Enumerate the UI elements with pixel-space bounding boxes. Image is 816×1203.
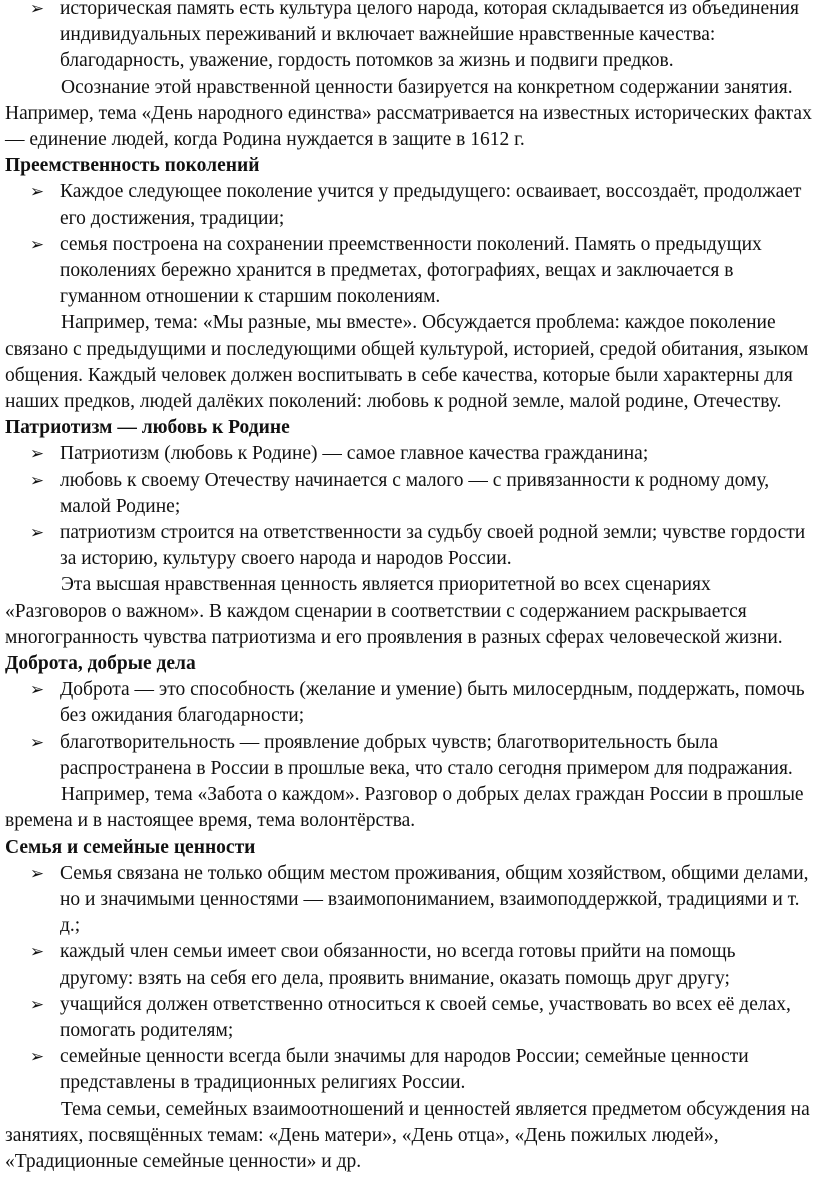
list-item [5, 441, 816, 467]
list-item-text: Патриотизм (любовь к Родине) — самое главное качества гражданина; [60, 443, 649, 465]
arrow-bullet-icon: ➢ [29, 942, 45, 963]
section-heading: Доброта, добрые дела [5, 653, 196, 675]
list-item [5, 939, 816, 991]
list-item [5, 861, 816, 940]
bullet-list [5, 677, 816, 782]
paragraph: Например, тема: «Мы разные, мы вместе». Обсуждается проблема: каждое поколение связано с предыдущими и последующими общей культурой, историей, средой обитания, языком общения. Каждый человек должен воспитывать в себе качества, которые были характерны для наших предков, людей далёких поколений: любовь к родной земле, малой родине, Отечеству. [5, 312, 809, 413]
list-item [5, 520, 816, 572]
arrow-bullet-icon: ➢ [29, 1047, 45, 1068]
bullet-list [5, 179, 816, 310]
list-item [5, 677, 816, 729]
arrow-bullet-icon: ➢ [29, 182, 45, 203]
list-item-text: историческая память есть культура целого народа, которая складывается из объединения индивидуальных переживаний и включает важнейшие нравственные качества: благодарность, уважение, гордость потомков за жизнь и подвиги предков. [60, 0, 799, 72]
list-item [5, 992, 816, 1044]
arrow-bullet-icon: ➢ [29, 994, 45, 1015]
arrow-bullet-icon: ➢ [29, 863, 45, 884]
section-heading: Преемственность поколений [5, 155, 260, 177]
list-item [5, 179, 816, 231]
list-item-text: Доброта — это способность (желание и умение) быть милосердным, поддержать, помочь без ожидания благодарности; [60, 679, 805, 727]
bullet-list [5, 861, 816, 1097]
paragraph: Эта высшая нравственная ценность является приоритетной во всех сценариях «Разговоров о важном». В каждом сценарии в соответствии с содержанием раскрывается многогранность чувства патриотизма и его проявления в разных сферах человеческой жизни. [5, 574, 783, 648]
list-item [5, 1044, 816, 1096]
paragraph: Осознание этой нравственной ценности базируется на конкретном содержании занятия. Например, тема «День народного единства» рассматривается на известных исторических фактах — единение людей, когда Родина нуждается в защите в 1612 г. [5, 76, 812, 151]
arrow-bullet-icon: ➢ [29, 732, 45, 753]
list-item-text: семья построена на сохранении преемственности поколений. Память о предыдущих поколениях бережно хранится в предметах, фотографиях, вещах и заключается в гуманном отношении к старшим поколениям. [60, 233, 762, 308]
list-item [5, 0, 816, 75]
list-item [5, 468, 816, 520]
paragraph: Например, тема «Забота о каждом». Разговор о добрых делах граждан России в прошлые времена и в настоящее время, тема волонтёрства. [5, 784, 804, 832]
arrow-bullet-icon: ➢ [29, 680, 45, 701]
arrow-bullet-icon: ➢ [29, 523, 45, 544]
paragraph: Тема семьи, семейных взаимоотношений и ценностей является предметом обсуждения на занятиях, посвящённых темам: «День матери», «День отца», «День пожилых людей», «Традиционные семейные ценности» и др. [5, 1098, 810, 1172]
bullet-list [5, 441, 816, 572]
list-item-text: учащийся должен ответственно относиться к своей семье, участвовать во всех её делах, помогать родителям; [60, 993, 791, 1041]
arrow-bullet-icon: ➢ [29, 0, 45, 19]
section-heading: Семья и семейные ценности [5, 836, 256, 858]
list-item-text: благотворительность — проявление добрых чувств; благотворительность была распространена в России в прошлые века, что стало сегодня примером для подражания. [60, 731, 793, 779]
section-heading: Патриотизм — любовь к Родине [5, 417, 290, 439]
list-item-text: Каждое следующее поколение учится у предыдущего: осваивает, воссоздаёт, продолжает его достижения, традиции; [60, 181, 802, 229]
list-item [5, 232, 816, 311]
list-item-text: любовь к своему Отечеству начинается с малого — с привязанности к родному дому, малой Родине; [60, 469, 770, 517]
list-item-text: патриотизм строится на ответственности за судьбу своей родной земли; чувстве гордости за историю, культуру своего народа и народов России. [60, 522, 806, 570]
list-item-text: Семья связана не только общим местом проживания, общим хозяйством, общими делами, но и значимыми ценностями — взаимопониманием, взаимоподдержкой, традициями и т. д.; [60, 862, 809, 937]
arrow-bullet-icon: ➢ [29, 234, 45, 255]
bullet-list [5, 0, 816, 75]
arrow-bullet-icon: ➢ [29, 470, 45, 491]
arrow-bullet-icon: ➢ [29, 444, 45, 465]
list-item [5, 730, 816, 782]
list-item-text: семейные ценности всегда были значимы для народов России; семейные ценности представлены в традиционных религиях России. [60, 1046, 749, 1094]
list-item-text: каждый член семьи имеет свои обязанности, но всегда готовы прийти на помощь другому: взять на себя его дела, проявить внимание, оказать помощь друг другу; [60, 941, 736, 989]
